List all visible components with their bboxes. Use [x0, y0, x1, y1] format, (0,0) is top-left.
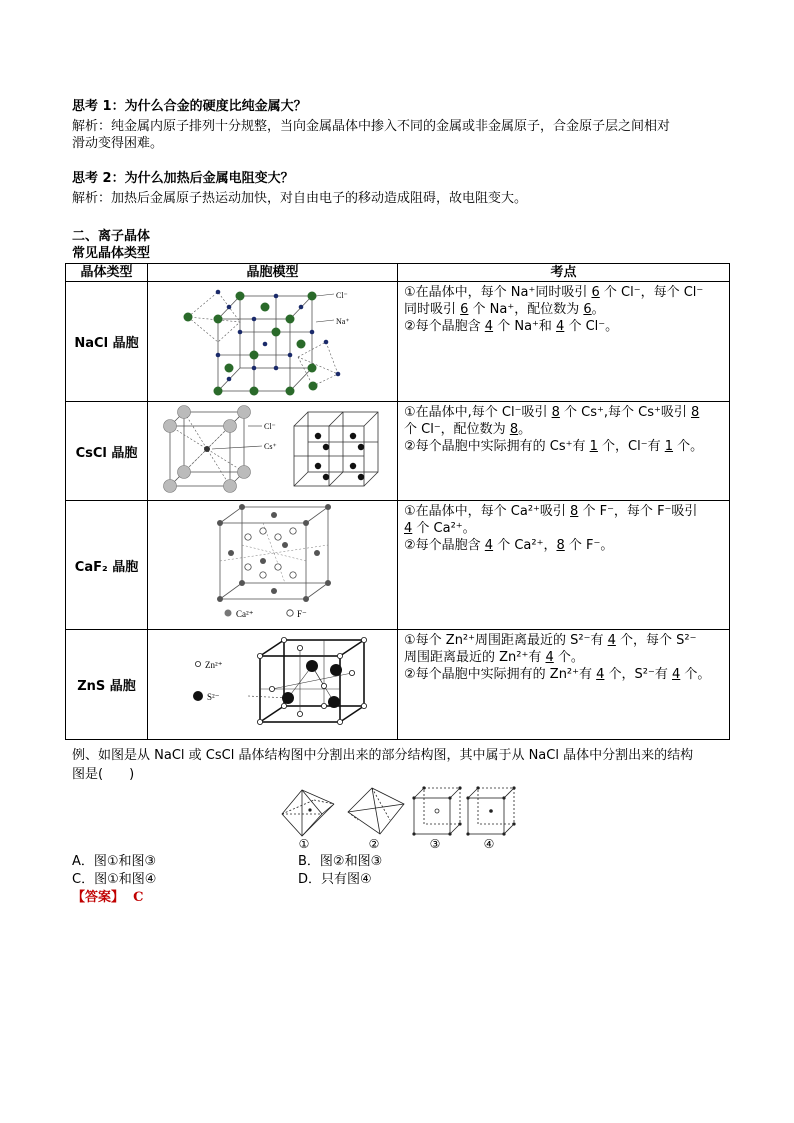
caf2-point-line2: 4 个 Ca²⁺。: [404, 521, 476, 536]
cscl-point-line3: ②每个晶胞中实际拥有的 Cs⁺有 1 个，Cl⁻有 1 个。: [404, 439, 704, 454]
table-row-caf2: [66, 501, 730, 630]
cscl-label-cs: Cs⁺: [264, 442, 277, 451]
example-line1: 例、如图是从 NaCl 或 CsCl 晶体结构图中分割出来的部分结构图，其中属于从 NaCl 晶体中分割出来的结构: [72, 748, 694, 763]
think1-answer-line2: 滑动变得困难。: [72, 136, 164, 151]
caf2-point-line1: ①在晶体中，每个 Ca²⁺吸引 8 个 F⁻，每个 F⁻吸引: [404, 504, 698, 519]
cscl-cell-diagram: [148, 402, 396, 496]
option-d: D．只有图④: [298, 872, 372, 887]
zns-legend-zn: Zn²⁺: [205, 660, 223, 670]
crystal-table: [65, 263, 730, 740]
zns-legend-s: S²⁻: [207, 692, 220, 702]
option-c: C．图①和图④: [72, 872, 157, 887]
model-nacl: [148, 282, 398, 402]
type-caf2: CaF₂ 晶胞: [66, 501, 148, 630]
zns-point-line3: ②每个晶胞中实际拥有的 Zn²⁺有 4 个，S²⁻有 4 个。: [404, 667, 711, 682]
caf2-point-line3: ②每个晶胞含 4 个 Ca²⁺，8 个 F⁻。: [404, 538, 614, 553]
option-b: B．图②和图③: [298, 854, 383, 869]
table-row-zns: [66, 630, 730, 740]
answer-row: [72, 889, 143, 906]
points-zns: [398, 630, 730, 740]
header-type: 晶体类型: [66, 264, 148, 282]
points-cscl: [398, 402, 730, 501]
nacl-point-line1: ①在晶体中，每个 Na⁺同时吸引 6 个 Cl⁻，每个 Cl⁻: [404, 285, 704, 300]
figure-label-3: ③: [429, 837, 441, 851]
table-header-row: [66, 264, 730, 282]
nacl-label-cl: Cl⁻: [336, 291, 348, 300]
nacl-cell-diagram: [148, 282, 396, 397]
caf2-legend-f: F⁻: [297, 609, 307, 619]
figure-2: [348, 788, 404, 834]
zns-cell-diagram: [148, 630, 396, 735]
model-zns: [148, 630, 398, 740]
section-title: 二、离子晶体: [72, 229, 151, 244]
header-model: 晶胞模型: [148, 264, 398, 282]
zns-point-line2: 周围距离最近的 Zn²⁺有 4 个。: [404, 650, 584, 665]
option-a: A．图①和图③: [72, 854, 157, 869]
answer-value: C: [133, 890, 144, 905]
model-cscl: [148, 402, 398, 501]
points-caf2: [398, 501, 730, 630]
type-nacl: NaCl 晶胞: [66, 282, 148, 402]
zns-point-line1: ①每个 Zn²⁺周围距离最近的 S²⁻有 4 个，每个 S²⁻: [404, 633, 697, 648]
example-figures: [272, 782, 522, 852]
points-nacl: [398, 282, 730, 402]
cscl-point-line1: ①在晶体中,每个 Cl⁻吸引 8 个 Cs⁺,每个 Cs⁺吸引 8: [404, 405, 700, 420]
think1-question: 思考 1：为什么合金的硬度比纯金属大？: [72, 99, 307, 114]
answer-label: 【答案】: [72, 890, 125, 905]
figure-label-4: ④: [483, 837, 495, 851]
nacl-point-line2: 同时吸引 6 个 Na⁺，配位数为 6。: [404, 302, 605, 317]
section-subtitle: 常见晶体类型: [72, 246, 151, 261]
nacl-label-na: Na⁺: [336, 317, 350, 326]
figure-label-2: ②: [368, 837, 380, 851]
model-caf2: [148, 501, 398, 630]
think1-answer-line1: 解析：纯金属内原子排列十分规整，当向金属晶体中掺入不同的金属或非金属原子，合金原子层之间相对: [72, 119, 671, 134]
table-row-cscl: [66, 402, 730, 501]
nacl-point-line3: ②每个晶胞含 4 个 Na⁺和 4 个 Cl⁻。: [404, 319, 619, 334]
header-points: 考点: [398, 264, 730, 282]
type-zns: ZnS 晶胞: [66, 630, 148, 740]
table-row-nacl: [66, 282, 730, 402]
caf2-cell-diagram: [148, 501, 396, 625]
think2-question: 思考 2：为什么加热后金属电阻变大？: [72, 171, 294, 186]
figure-1: [282, 790, 334, 836]
figure-label-1: ①: [298, 837, 310, 851]
think2-answer: 解析：加热后金属原子热运动加快，对自由电子的移动造成阻碍，故电阻变大。: [72, 191, 528, 206]
example-line2: 图是( ): [72, 767, 135, 782]
type-cscl: CsCl 晶胞: [66, 402, 148, 501]
caf2-legend-ca: Ca²⁺: [236, 609, 254, 619]
cscl-point-line2: 个 Cl⁻，配位数为 8。: [404, 422, 532, 437]
cscl-label-cl: Cl⁻: [264, 422, 276, 431]
